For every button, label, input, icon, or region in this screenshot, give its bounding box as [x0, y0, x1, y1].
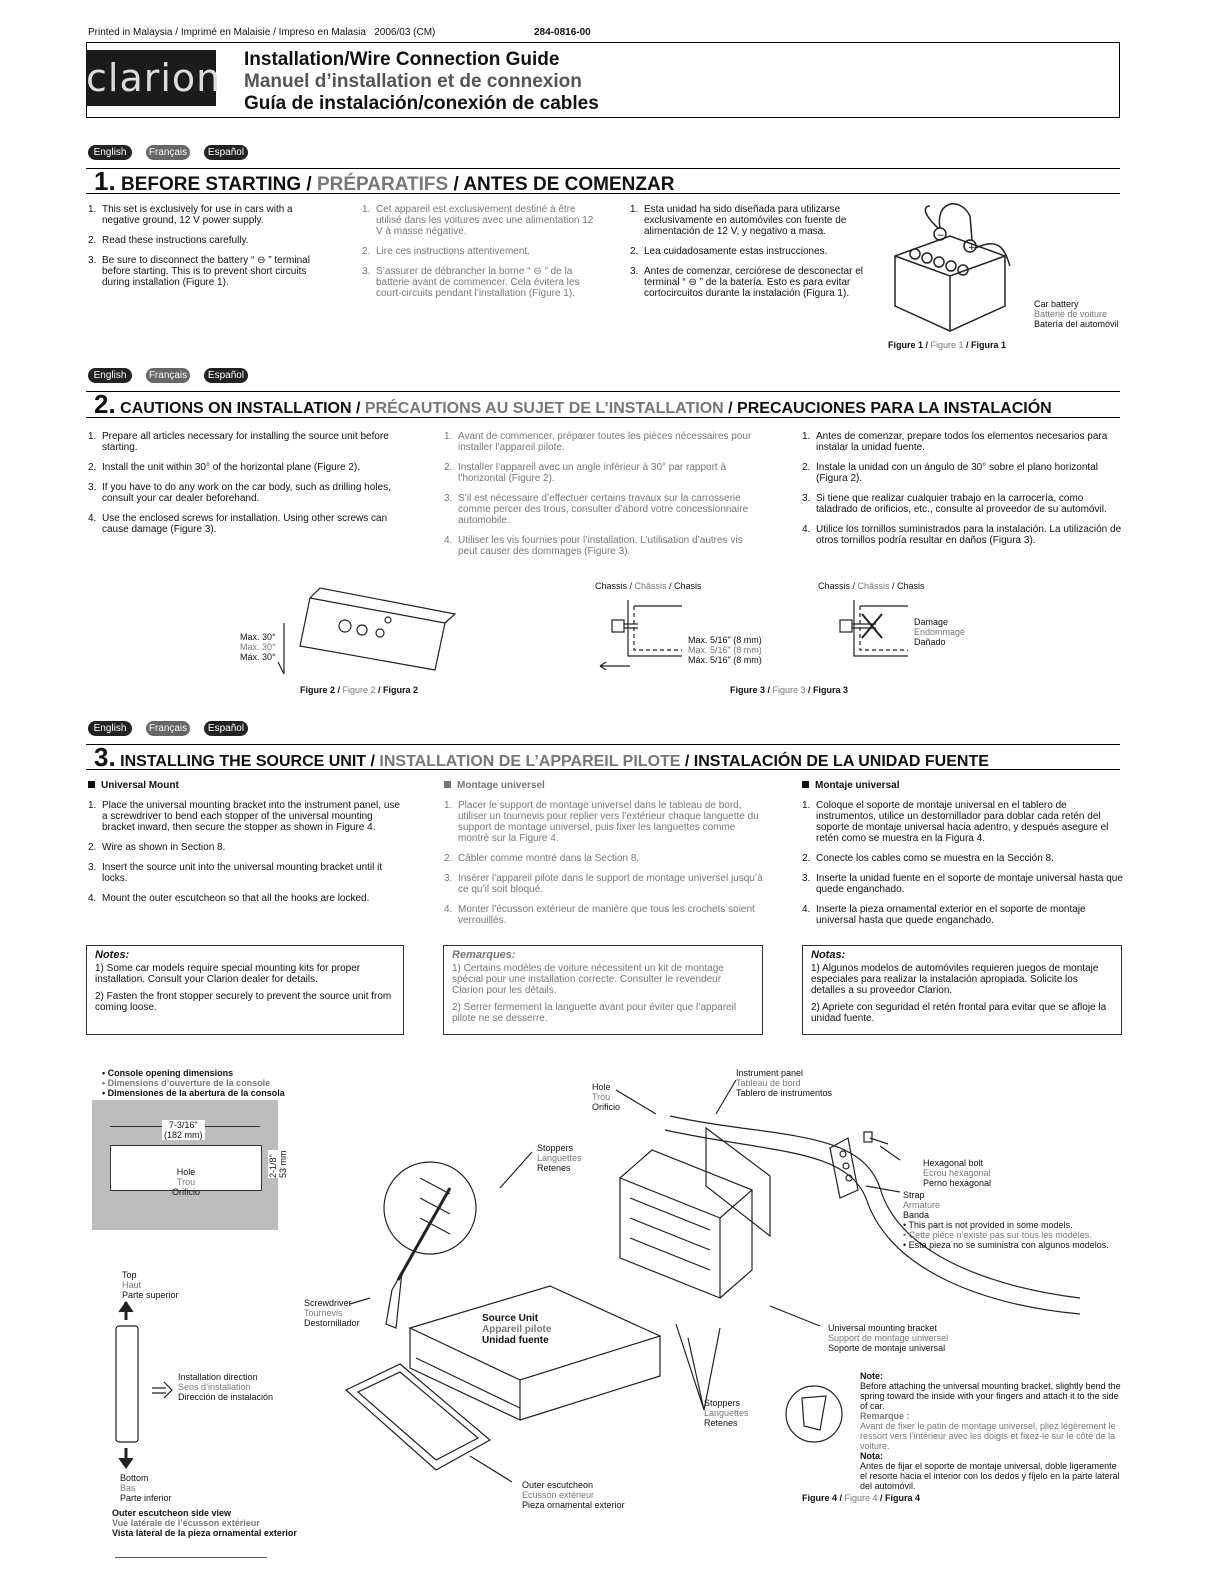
clarion-logo: [86, 50, 222, 106]
figure-3-chassis-label-a: Chassis / Châssis / Chasis: [595, 581, 702, 591]
lang-pill-english: English: [88, 368, 132, 383]
stoppers-callout-bottom: Stoppers Languettes Retenes: [704, 1398, 749, 1428]
figure-2-caption: Figure 2 / Figure 2 / Figura 2: [300, 685, 419, 695]
list-item: 3. S’assurer de débrancher la borne “ ⊖ ” de la batterie avant de commencer. Cela évitera les court-circuits pendant l’installation (Figure 1).: [362, 266, 580, 299]
title-en: Installation/Wire Connection Guide: [244, 49, 560, 70]
figure-3-caption: Figure 3 / Figure 3 / Figura 3: [730, 685, 849, 695]
list-item: 2. Lea cuidadosamente estas instrucciones.: [630, 246, 828, 257]
top-label: Top Haut Parte superior: [122, 1270, 179, 1300]
logo-text: clarion: [86, 56, 222, 100]
lang-pill-french: Français: [146, 145, 190, 160]
list-item: 2. Wire as shown in Section 8.: [88, 842, 226, 853]
title-es: Guía de instalación/conexión de cables: [244, 93, 599, 114]
s3-list-es: [802, 800, 1124, 935]
list-item: 4. Utilice los tornillos suministrados para la instalación. La utilización de otros tornillos podría resultar en daños (Figura 3).: [802, 524, 1122, 546]
notes-box-es: Notas: 1) Algunos modelos de automóviles requieren juegos de montaje especiales para realizar la instalación apropiada. Solicite los detalles a su proveedor Clarion. 2) Apriete con seguridad el retén frontal para evitar que se afloje la unidad fuente.: [802, 945, 1122, 1035]
list-item: 3. Insérer l’appareil pilote dans le support de montage universel jusqu’à ce qu’il soit bloqué.: [444, 873, 763, 895]
stoppers-callout-top: Stoppers Languettes Retenes: [537, 1143, 582, 1173]
spring-note: Note: Before attaching the universal mounting bracket, slightly bend the spring toward the inside with your fingers and attach it to the side of car. Remarque : Avant de fixer le patin de montage universel, pliez légèrement le ressort vers l’intérieur avec les doigts et fixez-le sur le côté de la voiture. Nota: Antes de fijar el soporte de montaje universal, doble ligeramente el resorte hacia el interior con los dedos y fíjelo en la parte lateral del automóvil.: [860, 1371, 1121, 1491]
list-item: 2. Câbler comme montré dans la Section 8.: [444, 853, 640, 864]
lang-pill-english: English: [88, 145, 132, 160]
section-2-number: 2.: [94, 389, 116, 419]
list-item: 1. Cet appareil est exclusivement destiné à être utilisé dans les voitures avec une alimentation 12 V à masse négative.: [362, 204, 594, 237]
section-3-title: 3. INSTALLING THE SOURCE UNIT / INSTALLATION DE L’APPAREIL PILOTE / INSTALACIÓN DE LA UNIDAD FUENTE: [94, 742, 989, 772]
s2-list-fr: [444, 431, 764, 566]
list-item: 1. Avant de commencer, préparer toutes les pièces nécessaires pour installer l’appareil pilote.: [444, 431, 752, 453]
lang-pill-spanish: Español: [204, 721, 248, 736]
list-item: 2. Read these instructions carefully.: [88, 235, 249, 246]
console-opening-diagram: [92, 1100, 288, 1230]
installation-direction-label: Installation direction Sens d’installation Dirección de instalación: [178, 1372, 274, 1402]
s2-list-es: [802, 431, 1124, 555]
figure-2-max-label: Max. 30° Max. 30° Máx. 30°: [240, 632, 276, 662]
side-view-caption: Outer escutcheon side view Vue latérale de l’écusson extérieur Vista lateral de la pieza ornamental exterior: [112, 1508, 297, 1538]
lang-pill-spanish: Español: [204, 145, 248, 160]
figure-2-illustration: [270, 578, 460, 678]
section-1-title-en: BEFORE STARTING /: [120, 174, 317, 195]
s1-list-en: [88, 204, 322, 297]
s3-list-en: [88, 800, 408, 913]
hole-callout: Hole Trou Orificio: [592, 1082, 621, 1112]
section-3-number: 3.: [94, 742, 116, 772]
printed-info: [88, 27, 435, 38]
list-item: 1. Place the universal mounting bracket into the instrument panel, use a screwdriver to bend each stopper of the universal mounting bracket inward, then secure the stopper as shown in Figure 4.: [88, 800, 400, 833]
section-1-title-es: / ANTES DE COMENZAR: [448, 174, 675, 195]
list-item: 3. S’il est nécessaire d’effectuer certains travaux sur la carrosserie comme percer des trous, consulter d’abord votre concessionnaire automobile.: [444, 493, 749, 526]
list-item: 3. Inserte la unidad fuente en el soporte de montaje universal hasta que quede enganchado.: [802, 873, 1123, 895]
s3-head-es: Montaje universal: [802, 780, 899, 791]
list-item: 3. If you have to do any work on the car body, such as drilling holes, consult your car dealer beforehand.: [88, 482, 391, 504]
list-item: 4. Utiliser les vis fournies pour l’installation. L’utilisation d’autres vis peut causer des dommages (Figure 3).: [444, 535, 743, 557]
s1-list-fr: [362, 204, 596, 308]
figure-3-screw-damage: [832, 594, 912, 664]
list-item: 1. Esta unidad ha sido diseñada para utilizarse exclusivamente en automóviles con fuente de alimentación de 12 V, y negativo a masa.: [630, 204, 847, 237]
list-item: 3. Be sure to disconnect the battery “ ⊖ ” terminal before starting. This is to prevent short circuits during installation (Figure 1).: [88, 255, 310, 288]
notes-box-en: Notes: 1) Some car models require special mounting kits for proper installation. Consult your Clarion dealer for details. 2) Fasten the front stopper securely to prevent the source unit from coming loose.: [86, 945, 404, 1035]
width-dimension: 7-3/16" (182 mm): [164, 1120, 203, 1140]
screwdriver-callout: Screwdriver Tournevis Destornillador: [304, 1298, 360, 1328]
list-item: 4. Inserte la pieza ornamental exterior en el soporte de montaje universal hasta que quede enganchado.: [802, 904, 1086, 926]
list-item: 2. Lire ces instructions attentivement.: [362, 246, 530, 257]
figure-4-caption: Figure 4 / Figure 4 / Figura 4: [802, 1493, 921, 1503]
svg-text:+: +: [968, 243, 976, 253]
battery-label: Car battery Batterie de voiture Batería del automóvil: [1034, 299, 1119, 329]
part-number: 284-0816-00: [534, 27, 591, 38]
title-fr: Manuel d’installation et de connexion: [244, 71, 582, 92]
list-item: 4. Monter l’écusson extérieur de manière que tous les crochets soient verrouillés.: [444, 904, 755, 926]
figure-3-chassis-label-b: Chassis / Châssis / Chasis: [818, 581, 925, 591]
escutcheon-side-view: [106, 1300, 176, 1476]
mounting-bracket-callout: Universal mounting bracket Support de montage universel Soporte de montaje universal: [828, 1323, 949, 1353]
section-1-title-fr: PRÉPARATIFS: [316, 174, 449, 195]
figure-1-caption: Figure 1 / Figure 1 / Figura 1: [888, 340, 1007, 350]
height-dimension: 2-1/8" 53 mm: [268, 1150, 288, 1178]
list-item: 2. Instale la unidad con un ángulo de 30° sobre el plano horizontal (Figura 2).: [802, 462, 1098, 484]
not-provided-note: • This part is not provided in some models. • Cette pièce n’existe pas sur tous les modèles. • Esta pieza no se suministra con algunos modelos.: [903, 1220, 1109, 1250]
list-item: 1. Prepare all articles necessary for installing the source unit before starting.: [88, 431, 389, 453]
section-2-rule-bottom: [86, 417, 1120, 418]
section-3-rule-bottom: [86, 769, 1120, 770]
list-item: 4. Use the enclosed screws for installation. Using other screws can cause damage (Figure 3).: [88, 513, 388, 535]
svg-text:−: −: [937, 231, 945, 241]
printed-text: Printed in Malaysia / Imprimé en Malaisie / Impreso en Malasia: [88, 27, 366, 38]
print-date: 2006/03 (CM): [374, 27, 436, 38]
footer-rule: [115, 1557, 267, 1558]
figure-3-length-label: Max. 5/16" (8 mm) Max. 5/16" (8 mm) Máx. 5/16" (8 mm): [688, 635, 762, 665]
s2-list-en: [88, 431, 408, 544]
list-item: 3. Si tiene que realizar cualquier trabajo en la carrocería, como taladrado de orificios, etc., consulte al proveedor de su automóvil.: [802, 493, 1107, 515]
lang-pill-french: Français: [146, 721, 190, 736]
list-item: 2. Conecte los cables como se muestra en la Sección 8.: [802, 853, 1054, 864]
list-item: 1. Placer le support de montage universel dans le tableau de bord, utiliser un tournevis pour replier vers l’extérieur chaque languette du support de montage universel, puis fixer les languettes comme montré sur la Figure 4.: [444, 800, 759, 844]
list-item: 2. Install the unit within 30° of the horizontal plane (Figure 2).: [88, 462, 361, 473]
section-1-number: 1.: [94, 166, 116, 196]
figure-3-damage-label: Damage Endommagé Dañado: [914, 617, 966, 647]
bottom-label: Bottom Bas Parte inferior: [120, 1473, 172, 1503]
list-item: 1. This set is exclusively for use in cars with a negative ground, 12 V power supply.: [88, 204, 293, 226]
list-item: 4. Mount the outer escutcheon so that all the hooks are locked.: [88, 893, 370, 904]
s1-list-es: [630, 204, 866, 308]
list-item: 2. Installer l’appareil avec un angle inférieur à 30° par rapport à l’horizontal (Figure 2).: [444, 462, 727, 484]
list-item: 1. Coloque el soporte de montaje universal en el tablero de instrumentos, utilice un destornillador para doblar cada retén del soporte de montaje universal hacia adentro, y después asegure el retén como se muestra en la Figura 4.: [802, 800, 1109, 844]
lang-pill-spanish: Español: [204, 368, 248, 383]
notes-box-fr: Remarques: 1) Certains modèles de voiture nécessitent un kit de montage spécial pour une installation correcte. Consulter le revendeur Clarion pour les détails. 2) Serrer fermement la languette avant pour éviter que l’appareil pilote ne se desserre.: [443, 945, 763, 1035]
list-item: 1. Antes de comenzar, prepare todos los elementos necesarios para instalar la unidad fuente.: [802, 431, 1108, 453]
list-item: 3. Antes de comenzar, cerciórese de desconectar el terminal “ ⊖ ” de la batería. Esto es para evitar cortocircuitos durante la instalación (Figura 1).: [630, 266, 864, 299]
section-2-title: 2. CAUTIONS ON INSTALLATION / PRÉCAUTIONS AU SUJET DE L’INSTALLATION / PRECAUCIONES PARA LA INSTALACIÓN: [94, 389, 1052, 419]
battery-illustration: [880, 196, 1030, 336]
hole-label: Hole Trou Orificio: [172, 1167, 201, 1197]
figure-3-screw-ok: [590, 594, 690, 674]
lang-pill-english: English: [88, 721, 132, 736]
title-box: [86, 42, 1120, 118]
lang-pill-french: Français: [146, 368, 190, 383]
strap-callout: Strap Armature Banda: [903, 1190, 941, 1220]
section-1-rule-bottom: [86, 193, 1120, 194]
s3-head-fr: Montage universel: [444, 780, 545, 791]
s3-head-en: Universal Mount: [88, 780, 179, 791]
outer-escutcheon-callout: Outer escutcheon Ecusson extérieur Pieza ornamental exterior: [522, 1480, 625, 1510]
console-dimensions-heading: • Console opening dimensions • Dimensions d’ouverture de la console • Dimensiones de la abertura de la consola: [102, 1068, 285, 1098]
instrument-panel-callout: Instrument panel Tableau de bord Tablero de instrumentos: [736, 1068, 833, 1098]
source-unit-label: Source Unit Appareil pilote Unidad fuente: [482, 1313, 552, 1346]
s3-list-fr: [444, 800, 766, 935]
list-item: 3. Insert the source unit into the universal mounting bracket until it locks.: [88, 862, 383, 884]
hexagonal-bolt-callout: Hexagonal bolt Ecrou hexagonal Perno hexagonal: [923, 1158, 992, 1188]
